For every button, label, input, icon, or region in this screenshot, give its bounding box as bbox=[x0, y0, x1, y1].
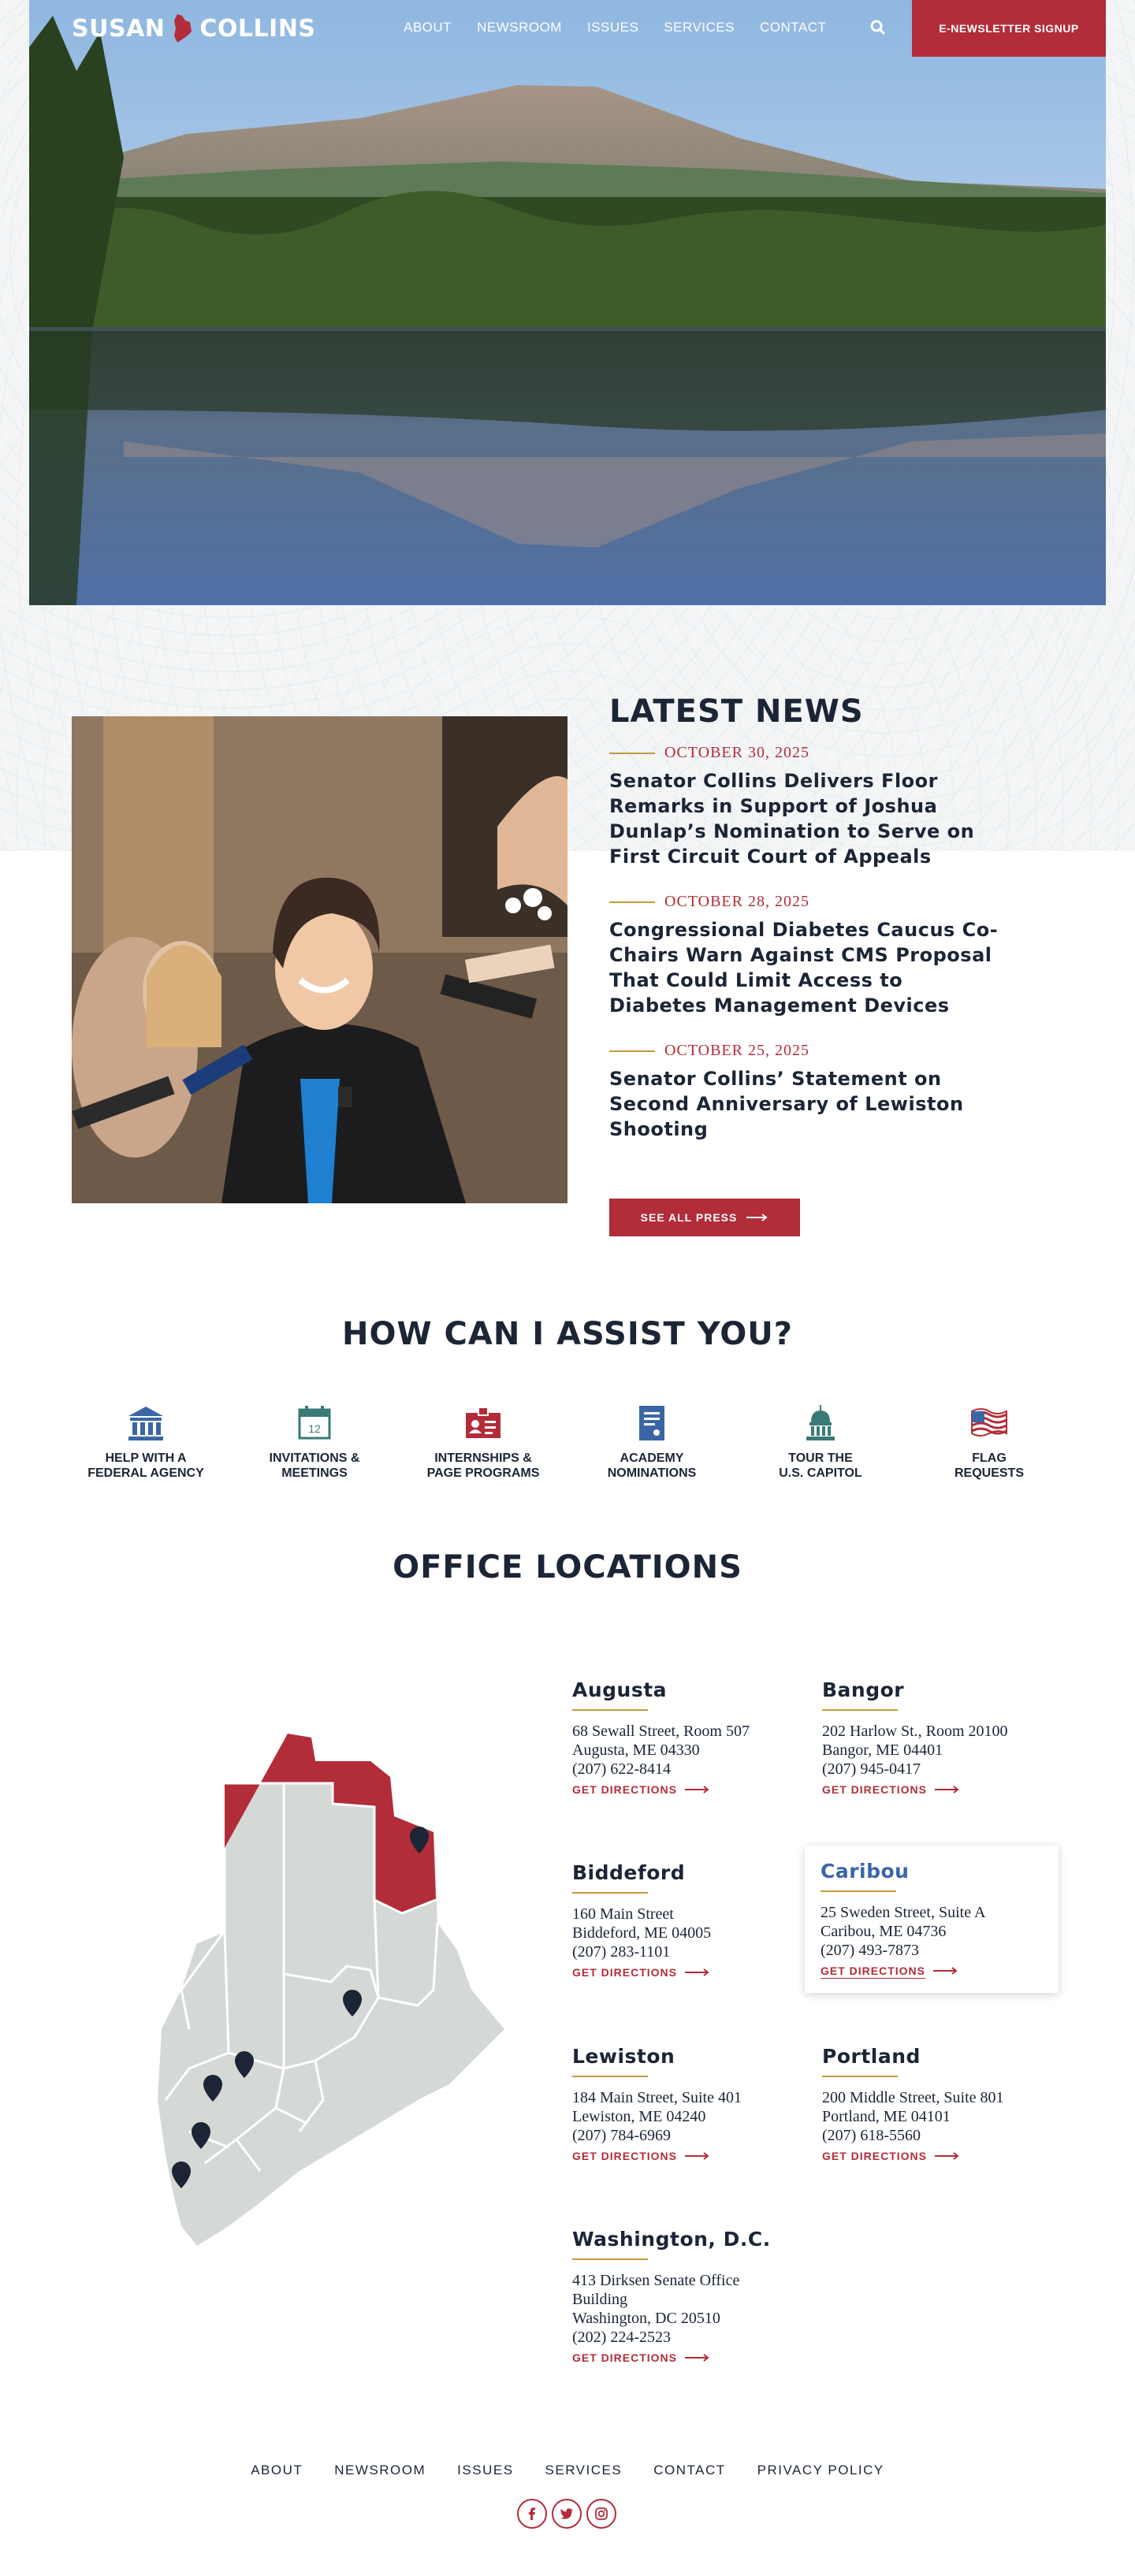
assist-federal-agency[interactable] bbox=[63, 1405, 229, 1481]
office-address: Biddeford, ME 04005 bbox=[572, 1924, 712, 1942]
facebook-icon bbox=[525, 2507, 539, 2521]
arrow-right-icon bbox=[933, 1967, 958, 1975]
main-menu bbox=[404, 20, 826, 35]
office-address: 202 Harlow St., Room 20100 bbox=[822, 1723, 1008, 1740]
office-address: 184 Main Street, Suite 401 bbox=[572, 2089, 742, 2106]
assist-services bbox=[63, 1405, 1072, 1481]
arrow-right-icon bbox=[935, 1786, 960, 1794]
arrow-right-icon bbox=[746, 1214, 768, 1221]
instagram-icon bbox=[594, 2507, 608, 2521]
maine-map bbox=[118, 1659, 520, 2246]
gold-rule bbox=[609, 1050, 655, 1052]
assist-academy-nominations[interactable] bbox=[569, 1405, 735, 1481]
nav-newsroom[interactable]: NEWSROOM bbox=[477, 20, 562, 35]
office-city: Lewiston bbox=[572, 2045, 675, 2068]
directions-label: GET DIRECTIONS bbox=[821, 1965, 926, 1977]
get-directions-link[interactable] bbox=[572, 1966, 809, 1979]
office-city: Portland bbox=[822, 2045, 921, 2068]
nav-about[interactable]: ABOUT bbox=[404, 20, 452, 35]
assist-label: TOUR THE U.S. CAPITOL bbox=[779, 1452, 862, 1480]
newsletter-signup-button[interactable]: E-NEWSLETTER SIGNUP bbox=[912, 0, 1106, 57]
office-phone: (207) 493-7873 bbox=[821, 1942, 919, 1959]
directions-label: GET DIRECTIONS bbox=[572, 1783, 678, 1796]
gold-rule bbox=[572, 1709, 648, 1711]
news-item bbox=[609, 893, 1003, 1018]
nav-issues[interactable]: ISSUES bbox=[586, 20, 639, 35]
get-directions-link[interactable] bbox=[822, 1783, 1059, 1796]
arrow-right-icon bbox=[685, 1786, 710, 1794]
office-city: Caribou bbox=[821, 1860, 910, 1883]
instagram-link[interactable] bbox=[586, 2499, 616, 2529]
get-directions-link[interactable] bbox=[822, 2150, 1059, 2162]
office-city: Augusta bbox=[572, 1678, 668, 1701]
news-date-text: OCTOBER 28, 2025 bbox=[664, 893, 809, 910]
office-address: Bangor, ME 04401 bbox=[822, 1741, 943, 1759]
office-city: Bangor bbox=[822, 1678, 905, 1701]
assist-label: INVITATIONS & MEETINGS bbox=[269, 1452, 360, 1480]
id-badge-icon bbox=[463, 1405, 504, 1441]
assist-invitations[interactable] bbox=[232, 1405, 397, 1481]
get-directions-link[interactable] bbox=[572, 2150, 809, 2162]
logo-last-name: COLLINS bbox=[199, 14, 316, 43]
assist-label: ACADEMY NOMINATIONS bbox=[607, 1452, 697, 1480]
arrow-right-icon bbox=[935, 2152, 960, 2160]
gold-rule bbox=[609, 753, 655, 754]
footer-services[interactable]: SERVICES bbox=[545, 2463, 623, 2477]
office-washington-dc bbox=[572, 2228, 809, 2364]
maine-state-icon bbox=[171, 13, 193, 44]
office-biddeford bbox=[572, 1861, 809, 1979]
office-phone: (207) 622-8414 bbox=[572, 1760, 671, 1778]
news-date bbox=[609, 893, 1003, 911]
office-address: 25 Sweden Street, Suite A bbox=[821, 1904, 986, 1921]
office-address: Lewiston, ME 04240 bbox=[572, 2108, 706, 2125]
directions-label: GET DIRECTIONS bbox=[572, 2351, 678, 2364]
office-address: Building bbox=[572, 2291, 628, 2308]
news-date bbox=[609, 1042, 1003, 1060]
capitol-icon bbox=[800, 1405, 841, 1441]
assist-internships[interactable] bbox=[400, 1405, 566, 1481]
office-portland bbox=[822, 2045, 1059, 2162]
office-bangor bbox=[822, 1678, 1059, 1796]
assist-label: INTERNSHIPS & PAGE PROGRAMS bbox=[426, 1452, 540, 1480]
office-augusta bbox=[572, 1678, 809, 1796]
see-all-label: SEE ALL PRESS bbox=[640, 1211, 738, 1224]
office-heading: OFFICE LOCATIONS bbox=[393, 1549, 742, 1585]
document-icon bbox=[631, 1405, 672, 1441]
office-phone: (207) 784-6969 bbox=[572, 2127, 671, 2144]
arrow-right-icon bbox=[685, 2152, 710, 2160]
office-city: Washington, D.C. bbox=[572, 2228, 771, 2251]
office-caribou[interactable] bbox=[805, 1846, 1059, 1993]
office-phone: (202) 224-2523 bbox=[572, 2329, 671, 2346]
get-directions-link[interactable] bbox=[821, 1965, 1041, 1977]
logo-first-name: SUSAN bbox=[72, 14, 166, 43]
office-address: 413 Dirksen Senate Office bbox=[572, 2272, 740, 2289]
office-address: Caribou, ME 04736 bbox=[821, 1923, 947, 1940]
facebook-link[interactable] bbox=[517, 2499, 547, 2529]
get-directions-link[interactable] bbox=[572, 1783, 809, 1796]
directions-label: GET DIRECTIONS bbox=[822, 1783, 928, 1796]
office-address: Augusta, ME 04330 bbox=[572, 1741, 700, 1759]
news-item bbox=[609, 744, 1003, 869]
search-icon[interactable] bbox=[869, 19, 887, 36]
office-address: Portland, ME 04101 bbox=[822, 2108, 951, 2125]
assist-heading: HOW CAN I ASSIST YOU? bbox=[342, 1316, 793, 1352]
top-navigation bbox=[0, 0, 1135, 57]
news-title-link[interactable]: Congressional Diabetes Caucus Co-Chairs Warn Against CMS Proposal That Could Limit Access to Diabetes Management Devices bbox=[609, 919, 999, 1017]
office-address: 160 Main Street bbox=[572, 1905, 674, 1923]
assist-capitol-tour[interactable] bbox=[738, 1405, 903, 1481]
footer-issues[interactable]: ISSUES bbox=[457, 2463, 514, 2477]
directions-label: GET DIRECTIONS bbox=[572, 1966, 678, 1979]
news-photo bbox=[72, 716, 568, 1203]
footer-about[interactable]: ABOUT bbox=[251, 2463, 303, 2477]
news-date-text: OCTOBER 25, 2025 bbox=[664, 1042, 809, 1059]
office-address: 200 Middle Street, Suite 801 bbox=[822, 2089, 1004, 2106]
directions-label: GET DIRECTIONS bbox=[822, 2150, 928, 2162]
calendar-day: 12 bbox=[308, 1422, 321, 1435]
nav-services[interactable]: SERVICES bbox=[664, 20, 735, 35]
news-title-link[interactable]: Senator Collins’ Statement on Second Anniversary of Lewiston Shooting bbox=[609, 1068, 964, 1140]
twitter-link[interactable] bbox=[552, 2499, 582, 2529]
directions-label: GET DIRECTIONS bbox=[572, 2150, 678, 2162]
news-date bbox=[609, 744, 1003, 762]
federal-building-icon bbox=[125, 1405, 166, 1441]
gold-rule bbox=[609, 901, 655, 903]
get-directions-link[interactable] bbox=[572, 2351, 809, 2364]
footer-newsroom[interactable]: NEWSROOM bbox=[334, 2463, 426, 2477]
news-date-text: OCTOBER 30, 2025 bbox=[664, 744, 809, 761]
hero-image bbox=[29, 0, 1106, 605]
latest-news bbox=[609, 693, 1003, 1165]
news-heading: LATEST NEWS bbox=[609, 693, 864, 730]
arrow-right-icon bbox=[685, 1968, 710, 1976]
news-item bbox=[609, 1042, 1003, 1142]
office-city: Biddeford bbox=[572, 1861, 686, 1884]
news-title-link[interactable]: Senator Collins Delivers Floor Remarks in Support of Joshua Dunlap’s Nomination to Serve on First Circuit Court of Appeals bbox=[609, 770, 975, 868]
assist-flag-requests[interactable] bbox=[906, 1405, 1072, 1481]
office-address: 68 Sewall Street, Room 507 bbox=[572, 1723, 750, 1740]
footer-contact[interactable]: CONTACT bbox=[653, 2463, 726, 2477]
office-phone: (207) 283-1101 bbox=[572, 1943, 671, 1961]
office-phone: (207) 945-0417 bbox=[822, 1760, 921, 1778]
social-links bbox=[517, 2499, 616, 2529]
gold-rule bbox=[572, 2258, 648, 2260]
gold-rule bbox=[822, 2076, 898, 2077]
gold-rule bbox=[821, 1890, 896, 1892]
assist-label: HELP WITH A FEDERAL AGENCY bbox=[87, 1452, 204, 1480]
gold-rule bbox=[572, 2076, 648, 2077]
office-phone: (207) 618-5560 bbox=[822, 2127, 921, 2144]
assist-label: FLAG REQUESTS bbox=[954, 1452, 1024, 1480]
site-logo[interactable] bbox=[72, 13, 316, 44]
footer-navigation bbox=[0, 2463, 1135, 2478]
gold-rule bbox=[822, 1709, 898, 1711]
nav-contact[interactable]: CONTACT bbox=[759, 20, 827, 35]
office-lewiston bbox=[572, 2045, 809, 2162]
gold-rule bbox=[572, 1892, 648, 1894]
footer-privacy-policy[interactable]: PRIVACY POLICY bbox=[757, 2463, 884, 2477]
flag-icon bbox=[969, 1405, 1010, 1441]
calendar-icon bbox=[294, 1405, 335, 1441]
twitter-icon bbox=[560, 2507, 574, 2521]
office-address: Washington, DC 20510 bbox=[572, 2310, 720, 2327]
arrow-right-icon bbox=[685, 2354, 710, 2362]
see-all-press-button[interactable] bbox=[609, 1199, 800, 1236]
